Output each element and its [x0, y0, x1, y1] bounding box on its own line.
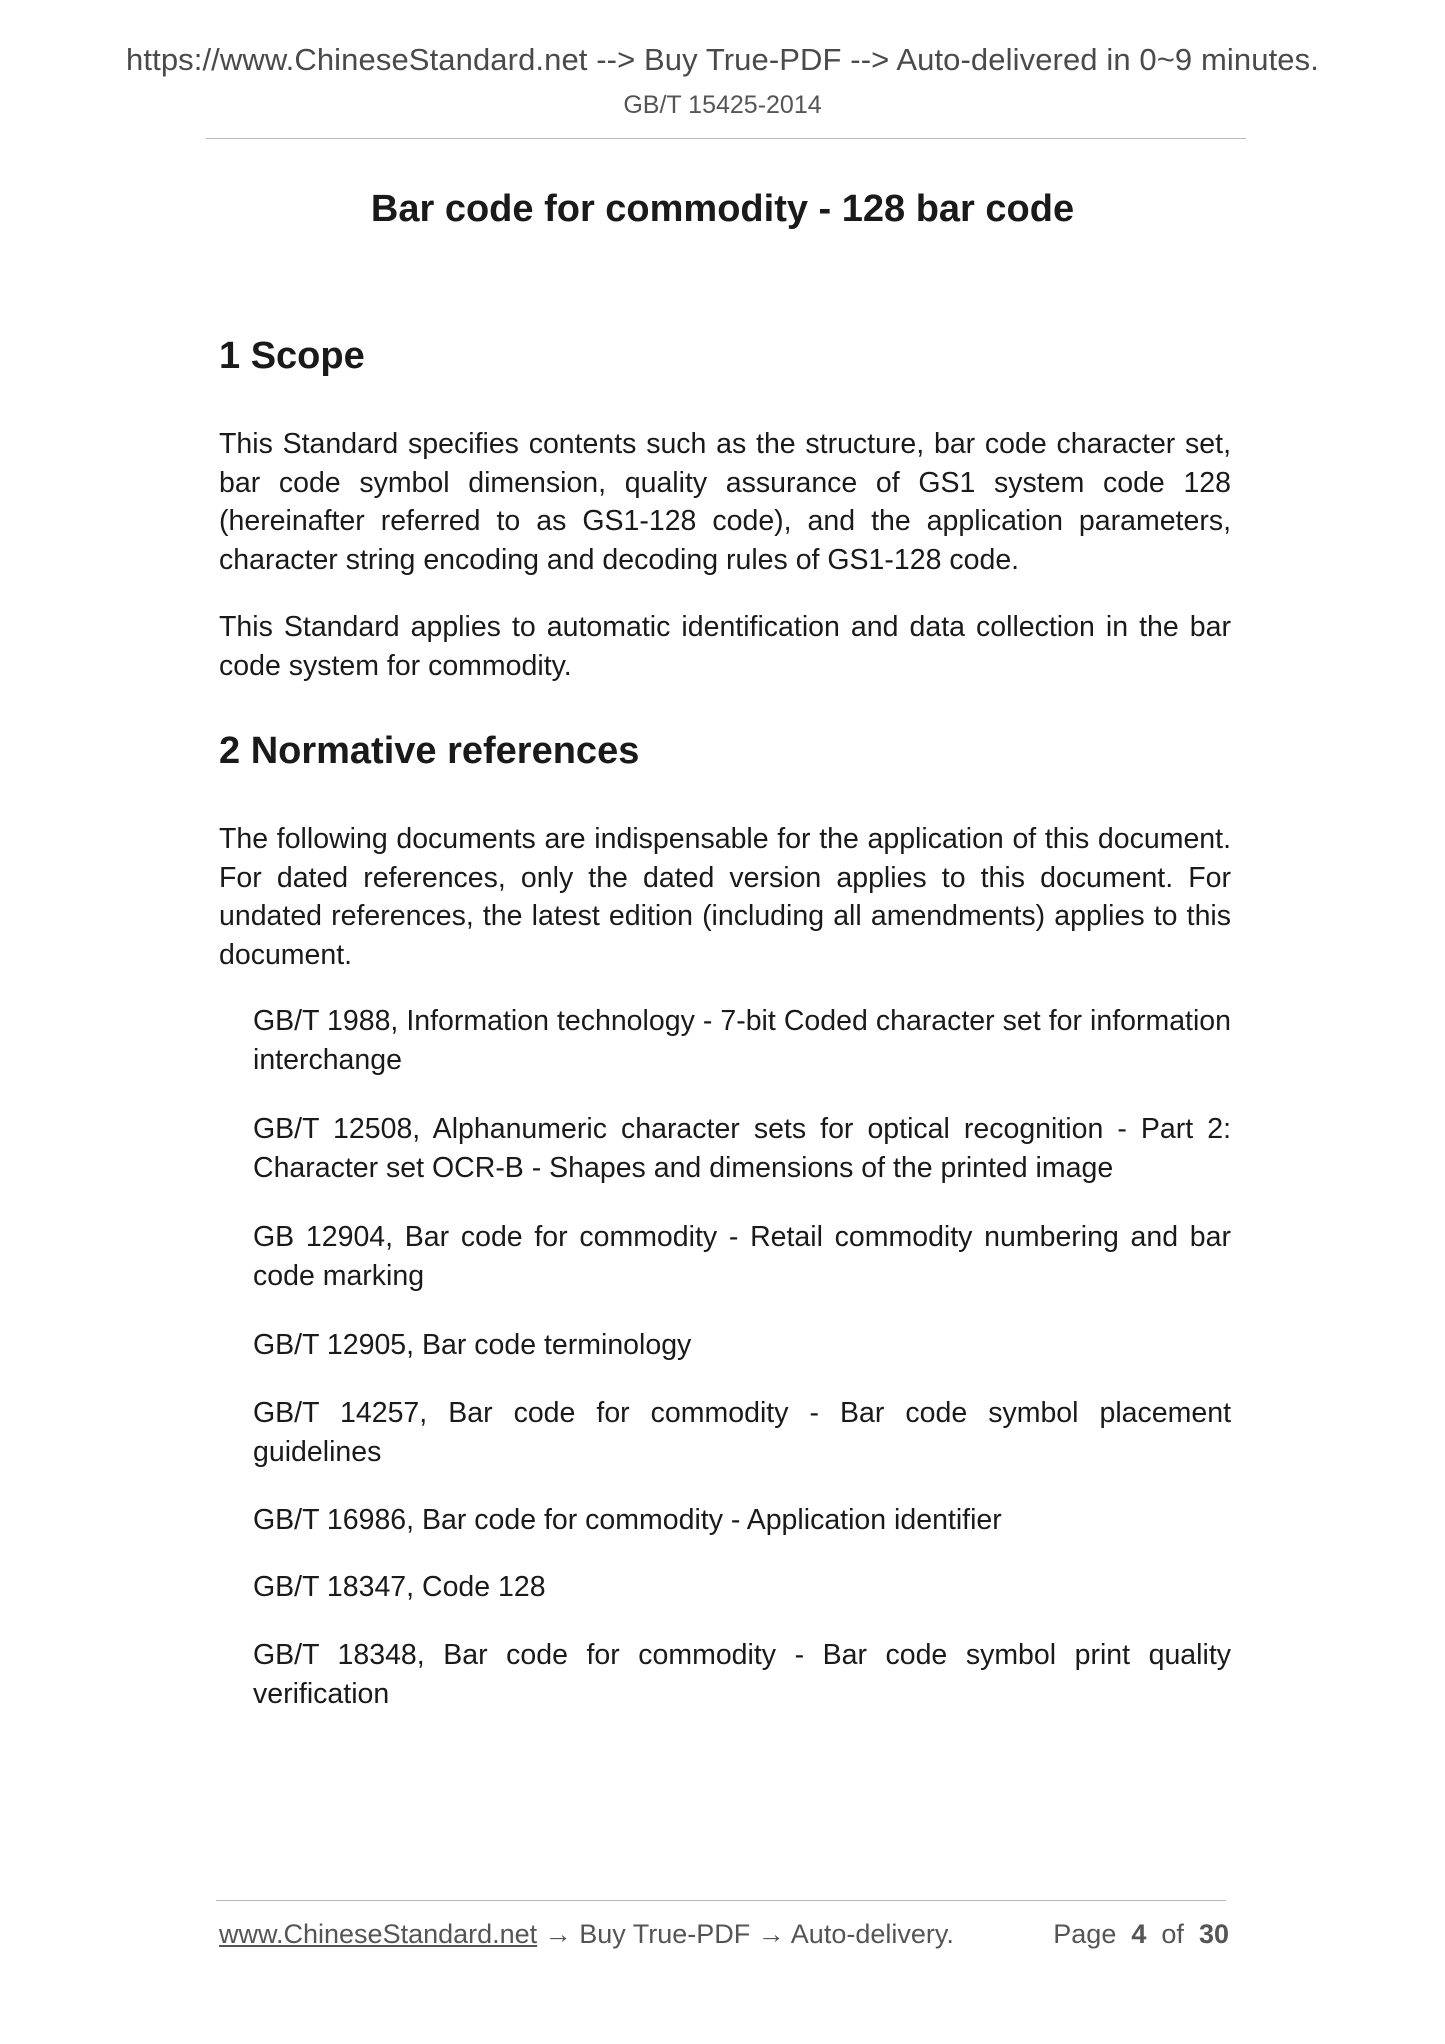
reference-item: GB/T 12905, Bar code terminology — [253, 1329, 692, 1361]
footer-arrow-icon: → — [544, 1919, 572, 1949]
reference-item: GB 12904, Bar code for commodity - Retail commodity numbering and bar code marking — [253, 1221, 1231, 1292]
reference-item: GB/T 1988, Information technology - 7-bit Coded character set for information interchange — [253, 1005, 1231, 1076]
footer-site-link[interactable]: www.ChineseStandard.net — [219, 1919, 538, 1949]
document-code: GB/T 15425-2014 — [623, 91, 822, 119]
footer-divider — [216, 1900, 1226, 1901]
page-indicator — [1053, 1919, 1229, 1950]
footer-delivery-text: Auto-delivery. — [790, 1919, 954, 1949]
total-pages: 30 — [1198, 1919, 1229, 1949]
reference-item: GB/T 18347, Code 128 — [253, 1571, 546, 1603]
page-number: 4 — [1131, 1919, 1147, 1949]
top-banner: https://www.ChineseStandard.net --> Buy True-PDF --> Auto-delivered in 0~9 minutes. — [126, 42, 1319, 77]
scope-paragraph-2: This Standard applies to automatic identification and data collection in the bar code system for commodity. — [219, 611, 1231, 682]
reference-item: GB/T 18348, Bar code for commodity - Bar code symbol print quality verification — [253, 1639, 1231, 1710]
section-heading-scope: 1 Scope — [219, 335, 365, 377]
footer-buy-text: Buy True-PDF — [579, 1919, 751, 1949]
normative-intro-paragraph: The following documents are indispensable for the application of this document. For dated references, only the dated version applies to this document. For undated references, the latest edition (including all amendments) applies to this document. — [219, 823, 1231, 971]
page-label: Page — [1053, 1919, 1117, 1949]
page-footer — [219, 1919, 1229, 1950]
section-heading-normative-references: 2 Normative references — [219, 730, 640, 772]
reference-item: GB/T 16986, Bar code for commodity - Application identifier — [253, 1504, 1002, 1536]
document-title: Bar code for commodity - 128 bar code — [370, 188, 1075, 230]
header-divider — [206, 138, 1246, 139]
footer-arrow-icon: → — [757, 1919, 785, 1949]
scope-paragraph-1: This Standard specifies contents such as the structure, bar code character set, bar code symbol dimension, quality assurance of GS1 system code 128 (hereinafter referred to as GS1-128 code), and the application parameters, character string encoding and decoding rules of GS1-128 code. — [219, 428, 1231, 576]
reference-item: GB/T 14257, Bar code for commodity - Bar code symbol placement guidelines — [253, 1397, 1231, 1468]
reference-item: GB/T 12508, Alphanumeric character sets for optical recognition - Part 2: Character set OCR-B - Shapes and dimensions of the printed image — [253, 1113, 1231, 1184]
of-label: of — [1161, 1919, 1184, 1949]
